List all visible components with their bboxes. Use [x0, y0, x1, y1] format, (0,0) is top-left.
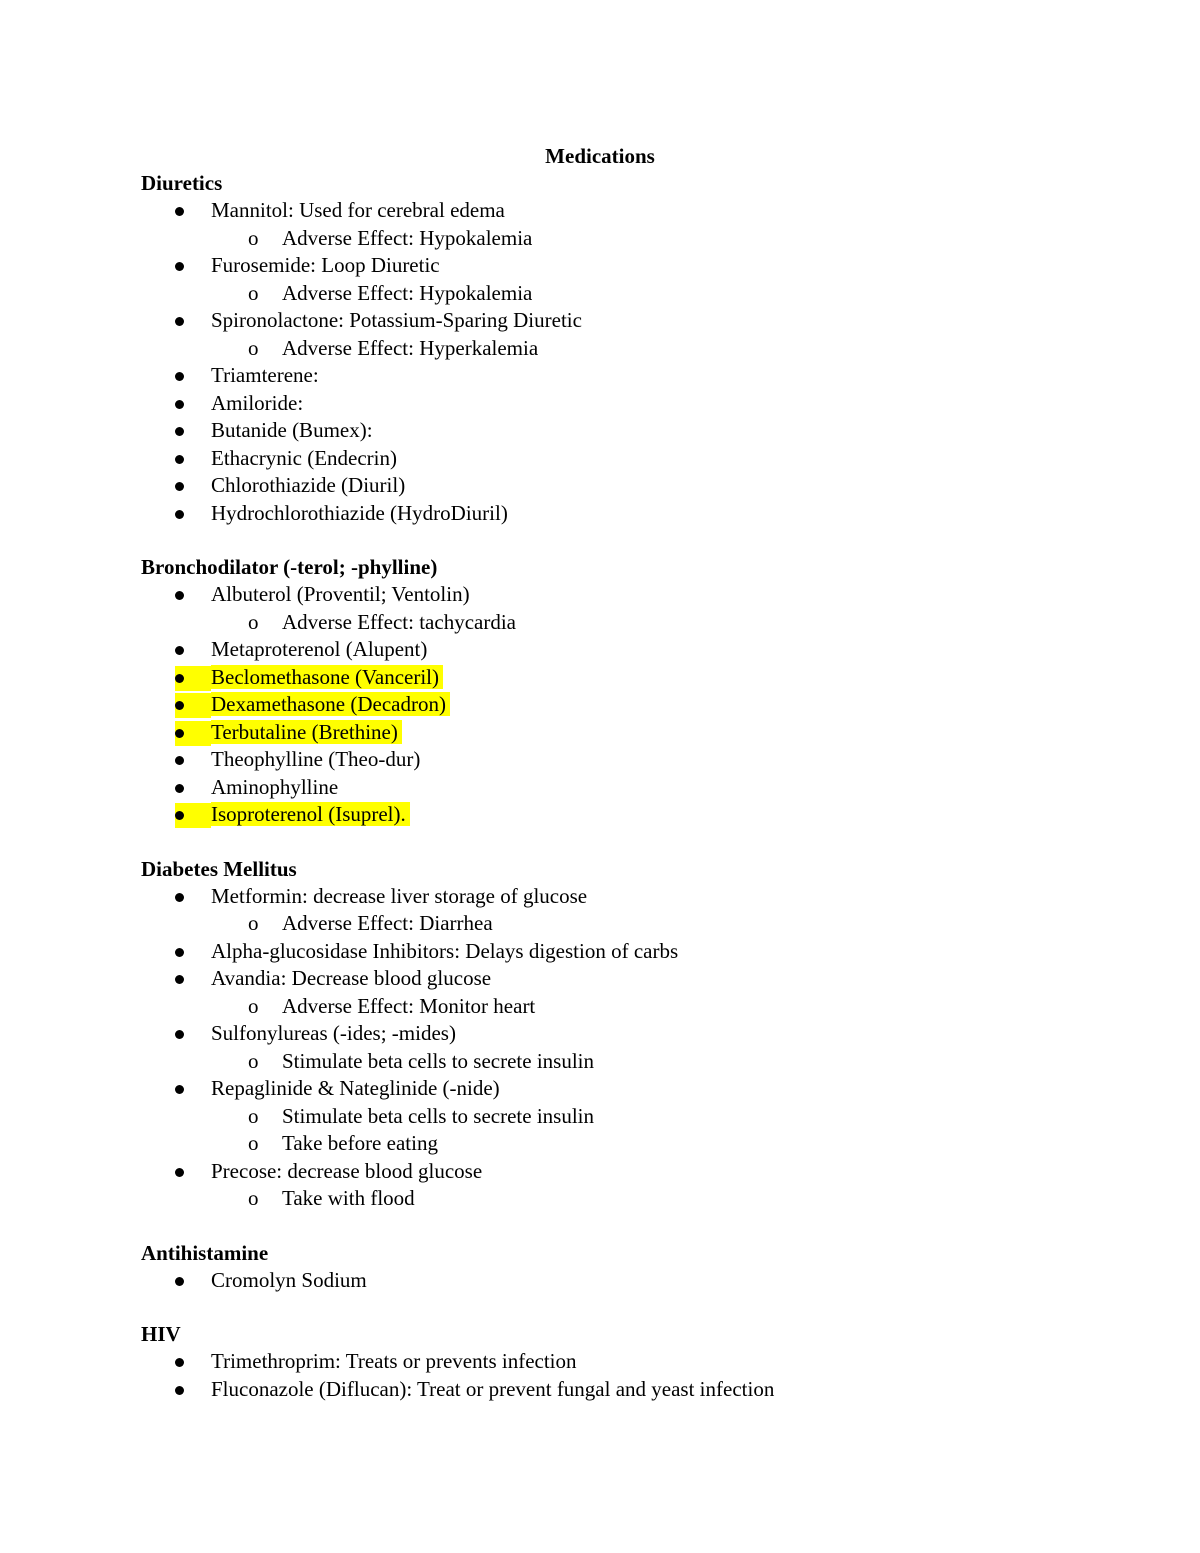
sub-list-item: [141, 1185, 1101, 1213]
list-line: [141, 938, 1101, 966]
list-item-text: Chlorothiazide (Diuril): [211, 473, 406, 497]
bullet-icon: [175, 455, 184, 464]
list-item: [141, 746, 1101, 774]
sub-list-item: [141, 993, 1101, 1021]
hollow-bullet-icon: o: [248, 1131, 259, 1155]
document-title: Medications: [545, 144, 655, 168]
list-line: [141, 774, 1101, 802]
list-item-text: Terbutaline (Brethine): [211, 720, 402, 744]
bullet-icon: [175, 207, 184, 216]
section: [141, 1240, 1101, 1295]
section-heading: Antihistamine: [141, 1240, 269, 1265]
sub-list-item: [141, 910, 1101, 938]
sub-list-item: [141, 1103, 1101, 1131]
list-item-text: Triamterene:: [211, 363, 319, 387]
sub-list-item: [141, 1048, 1101, 1076]
bullet-icon: [175, 482, 184, 491]
sub-list: [141, 1103, 1101, 1158]
list-item: [141, 774, 1101, 802]
hollow-bullet-icon: o: [248, 1048, 259, 1073]
list-item-text: Theophylline (Theo-dur): [211, 747, 421, 771]
list-item-text: Furosemide: Loop Diuretic: [211, 253, 440, 277]
list-line: [141, 883, 1101, 911]
section: [141, 1321, 1101, 1403]
bullet-icon: [175, 317, 184, 326]
list-line: [141, 472, 1101, 500]
list-item: [141, 1348, 1101, 1376]
list-item-text: Cromolyn Sodium: [211, 1267, 367, 1292]
sub-item-text: Adverse Effect: Hypokalemia: [282, 280, 533, 305]
list-item-text: Precose: decrease blood glucose: [211, 1158, 483, 1183]
bullet-list: [141, 581, 1101, 829]
list-item: [141, 307, 1101, 362]
list-item-text: Metaproterenol (Alupent): [211, 637, 428, 661]
list-line: [141, 500, 1101, 528]
list-line: [141, 1075, 1101, 1103]
sub-item-text: Adverse Effect: tachycardia: [282, 609, 516, 634]
list-item: [141, 1376, 1101, 1404]
sub-list: [141, 335, 1101, 363]
list-item: [141, 636, 1101, 664]
list-item-text: Trimethroprim: Treats or prevents infection: [211, 1349, 577, 1373]
list-item-text: Dexamethasone (Decadron): [211, 692, 450, 716]
sub-item-text: Adverse Effect: Monitor heart: [282, 993, 536, 1018]
bullet-icon: [175, 1386, 184, 1395]
list-item: [141, 1267, 1101, 1295]
bullet-icon: [175, 427, 184, 436]
list-item-text: Alpha-glucosidase Inhibitors: Delays digestion of carbs: [211, 938, 679, 963]
sub-list: [141, 225, 1101, 253]
list-line: [141, 252, 1101, 280]
document-content: [141, 143, 1101, 1403]
sub-list: [141, 280, 1101, 308]
list-item: [141, 691, 1101, 719]
highlighted-list-line: [141, 719, 1101, 747]
bullet-icon: [175, 756, 184, 765]
sub-item-text: Take with flood: [282, 1186, 415, 1210]
list-line: [141, 417, 1101, 445]
list-item-text: Repaglinide & Nateglinide (-nide): [211, 1076, 500, 1100]
section-heading: Bronchodilator (-terol; -phylline): [141, 555, 438, 579]
list-item: [141, 883, 1101, 938]
bullet-icon: [175, 701, 184, 710]
sub-item-text: Adverse Effect: Diarrhea: [282, 911, 493, 935]
list-item: [141, 500, 1101, 528]
section-heading: Diabetes Mellitus: [141, 856, 297, 881]
list-item: [141, 472, 1101, 500]
section-heading: HIV: [141, 1322, 181, 1346]
list-item: [141, 390, 1101, 418]
sub-list-item: [141, 609, 1101, 637]
list-item-text: Albuterol (Proventil; Ventolin): [211, 582, 470, 606]
sub-list: [141, 1048, 1101, 1076]
list-line: [141, 197, 1101, 225]
list-line: [141, 1376, 1101, 1404]
sub-list-item: [141, 335, 1101, 363]
list-item: [141, 252, 1101, 307]
bullet-list: [141, 1267, 1101, 1295]
sub-item-text: Take before eating: [282, 1131, 438, 1155]
list-line: [141, 636, 1101, 664]
section: [141, 170, 1101, 527]
bullet-list: [141, 1348, 1101, 1403]
list-item: [141, 801, 1101, 829]
hollow-bullet-icon: o: [248, 993, 259, 1018]
list-item: [141, 1020, 1101, 1075]
list-item: [141, 362, 1101, 390]
sub-item-text: Adverse Effect: Hyperkalemia: [282, 335, 539, 360]
sub-item-text: Stimulate beta cells to secrete insulin: [282, 1048, 594, 1073]
list-line: [141, 362, 1101, 390]
list-item-text: Fluconazole (Diflucan): Treat or prevent fungal and yeast infection: [211, 1376, 775, 1401]
highlighted-list-line: [141, 691, 1101, 719]
bullet-icon: [175, 1085, 184, 1094]
sub-list-item: [141, 1130, 1101, 1158]
bullet-icon: [175, 674, 184, 683]
sub-list-item: [141, 280, 1101, 308]
bullet-icon: [175, 372, 184, 381]
list-item: [141, 581, 1101, 636]
bullet-icon: [175, 811, 184, 820]
bullet-icon: [175, 591, 184, 600]
sections-container: [141, 170, 1101, 1403]
hollow-bullet-icon: o: [248, 609, 259, 634]
list-item-text: Isoproterenol (Isuprel).: [211, 802, 410, 826]
hollow-bullet-icon: o: [248, 1186, 259, 1210]
list-item: [141, 445, 1101, 473]
list-item: [141, 1158, 1101, 1213]
list-item: [141, 197, 1101, 252]
bullet-list: [141, 197, 1101, 527]
list-line: [141, 1348, 1101, 1376]
bullet-icon: [175, 784, 184, 793]
list-item-text: Hydrochlorothiazide (HydroDiuril): [211, 500, 508, 525]
list-item: [141, 719, 1101, 747]
bullet-icon: [175, 1358, 184, 1367]
sub-list: [141, 993, 1101, 1021]
list-item-text: Beclomethasone (Vanceril): [211, 665, 443, 689]
section: [141, 554, 1101, 829]
sub-list-item: [141, 225, 1101, 253]
highlighted-list-line: [141, 801, 1101, 829]
section-heading: Diuretics: [141, 171, 223, 195]
list-line: [141, 746, 1101, 774]
list-item: [141, 938, 1101, 966]
list-line: [141, 1158, 1101, 1186]
bullet-list: [141, 883, 1101, 1213]
list-line: [141, 445, 1101, 473]
list-item-text: Aminophylline: [211, 774, 339, 799]
list-item-text: Amiloride:: [211, 390, 304, 415]
list-item: [141, 965, 1101, 1020]
hollow-bullet-icon: o: [248, 225, 259, 250]
sub-item-text: Stimulate beta cells to secrete insulin: [282, 1103, 594, 1128]
list-item-text: Metformin: decrease liver storage of glucose: [211, 883, 588, 908]
list-item: [141, 664, 1101, 692]
bullet-icon: [175, 510, 184, 519]
list-line: [141, 307, 1101, 335]
hollow-bullet-icon: o: [248, 1103, 259, 1128]
list-line: [141, 965, 1101, 993]
bullet-icon: [175, 1168, 184, 1177]
list-item-text: Spironolactone: Potassium-Sparing Diuretic: [211, 308, 582, 332]
list-line: [141, 390, 1101, 418]
bullet-icon: [175, 948, 184, 957]
bullet-icon: [175, 729, 184, 738]
sub-list: [141, 609, 1101, 637]
hollow-bullet-icon: o: [248, 335, 259, 360]
bullet-icon: [175, 975, 184, 984]
list-line: [141, 581, 1101, 609]
list-line: [141, 1267, 1101, 1295]
hollow-bullet-icon: o: [248, 911, 259, 935]
list-item-text: Sulfonylureas (-ides; -mides): [211, 1021, 456, 1045]
list-item: [141, 417, 1101, 445]
sub-list: [141, 910, 1101, 938]
list-line: [141, 1020, 1101, 1048]
bullet-icon: [175, 646, 184, 655]
section: [141, 856, 1101, 1213]
sub-item-text: Adverse Effect: Hypokalemia: [282, 225, 533, 250]
hollow-bullet-icon: o: [248, 280, 259, 305]
bullet-icon: [175, 893, 184, 902]
bullet-icon: [175, 262, 184, 271]
highlighted-list-line: [141, 664, 1101, 692]
list-item-text: Ethacrynic (Endecrin): [211, 445, 397, 470]
bullet-icon: [175, 1030, 184, 1039]
list-item-text: Mannitol: Used for cerebral edema: [211, 198, 505, 222]
list-item-text: Avandia: Decrease blood glucose: [211, 966, 492, 990]
list-item: [141, 1075, 1101, 1158]
sub-list: [141, 1185, 1101, 1213]
bullet-icon: [175, 400, 184, 409]
list-item-text: Butanide (Bumex):: [211, 418, 373, 442]
bullet-icon: [175, 1277, 184, 1286]
